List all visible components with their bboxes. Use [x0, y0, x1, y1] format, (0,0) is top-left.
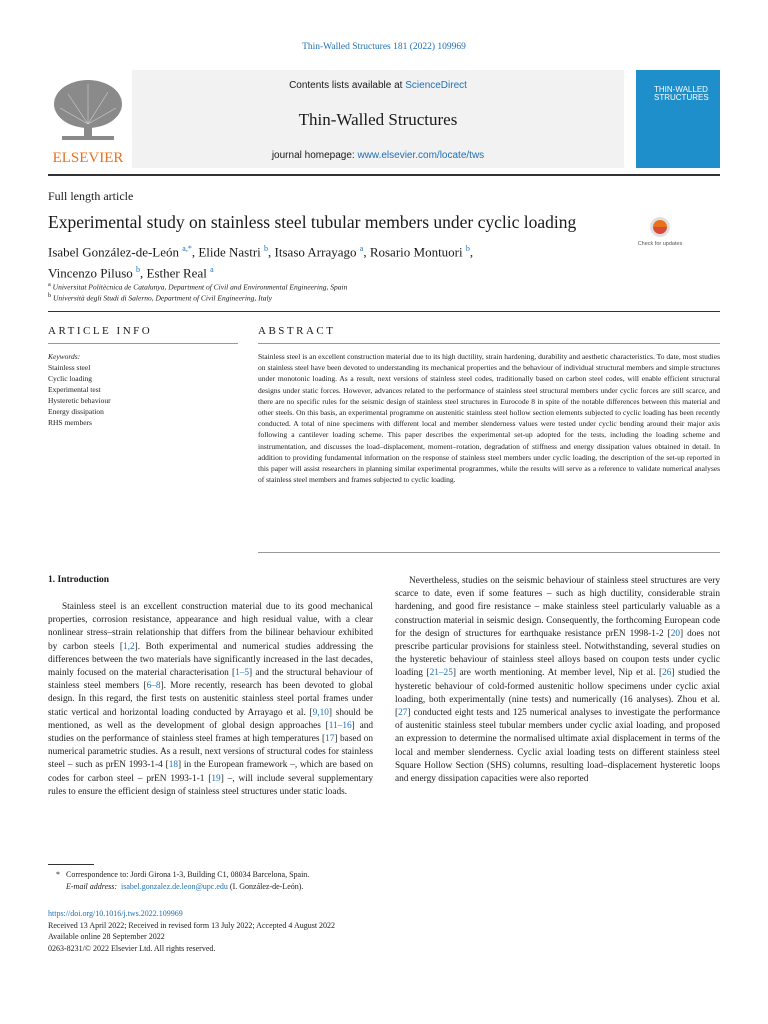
- author-name[interactable]: Esther Real: [146, 265, 207, 281]
- check-for-updates-icon[interactable]: [637, 214, 683, 254]
- journal-homepage-link[interactable]: www.elsevier.com/locate/tws: [357, 150, 485, 161]
- body-text: ] studied the hysteretic behaviour of cold-formed austenitic hollow specimens under cyclic axial loading, both experimentally (nine tests) and numerically (16 analyses). Zhou et al. [: [395, 668, 720, 719]
- body-text: ] and studies on the performance of stainless steel frames at high temperatures [: [48, 720, 373, 745]
- header-rule: [48, 174, 720, 176]
- citation-link[interactable]: 1–5: [235, 668, 250, 679]
- journal-citation[interactable]: Thin-Walled Structures 181 (2022) 109969: [302, 42, 466, 52]
- author-affil-mark[interactable]: a: [359, 244, 364, 253]
- email-suffix: (I. González-de-León).: [229, 882, 304, 891]
- footnote-mark: *: [56, 870, 60, 879]
- publication-info: [48, 908, 335, 954]
- citation-link[interactable]: 18: [168, 760, 179, 771]
- citation-link[interactable]: 9,10: [312, 707, 329, 718]
- keyword: Experimental test: [48, 385, 101, 394]
- author-affil-mark[interactable]: b: [264, 244, 269, 253]
- article-type: Full length article: [48, 189, 134, 203]
- keyword: RHS members: [48, 418, 92, 427]
- elsevier-wordmark: ELSEVIER: [52, 150, 124, 166]
- author-affil-mark[interactable]: b: [136, 265, 141, 275]
- body-paragraph-left: [48, 601, 373, 799]
- doi-link[interactable]: https://doi.org/10.1016/j.tws.2022.109969: [48, 909, 183, 918]
- available-online: Available online 28 September 2022: [48, 932, 165, 941]
- body-text: ] in the European framework –, which are based on codes for carbon steel – prEN 1993-1-1 [: [48, 760, 374, 784]
- article-info-rule: [48, 343, 238, 344]
- correspondence-address: Correspondence to: Jordi Girona 1-3, Building C1, 08034 Barcelona, Spain.: [66, 870, 310, 879]
- body-text: ]. Both experimental and numerical studies addressing the differences between the two materials have significantly increased in the last decades, mainly focused on the material characterisation [: [48, 641, 373, 679]
- citation-link[interactable]: 20: [670, 628, 681, 639]
- email-label: E-mail address:: [66, 882, 118, 891]
- copyright: 0263-8231/© 2022 Elsevier Ltd. All rights reserved.: [48, 943, 216, 953]
- abstract-body: Stainless steel is an excellent construction material due to its high ductility, strain hardening, durability and aesthetic characteristics. To date, most studies on stainless steel have been devoted to understanding its mechanical properties and the behaviour of individual structural members and simple structures under monotonic loading. As a result, next versions of stainless steel codes, traditionally based on carbon steel codes, will enable efficient structural designs under static forces. However, advances related to the performance of stainless steel structural members under cyclic forces are still scarce, and there are no specific rules for the seismic design of stainless steel structures in Eurocode 8 in spite of the notable differences between this material and other steels. On this basis, an experimental programme on austenitic stainless steel hollow section elements subjected to cyclic loading has been recently conducted. A total of nine specimens with different local and member slenderness values were tested under cyclic bending around their major axis following a cantilever loading scheme. This paper describes the experimental set-up adopted for the tests, including the loading scheme and instrumentation, and discusses the load–displacement, moment–rotation, degradation of stiffness and energy dissipation values obtained in detail. In addition to providing fundamental information on the response of stainless steel members under cyclic loading, the description of the set-up reported in this paper will assist researchers in planning similar experimental programmes, while the results will serve as a reference to validate numerical analyses of stainless steel members and frames subjected to cyclic loading.: [258, 352, 720, 485]
- affiliation-a: $^a$ Universitat Politècnica de Catalunya, Department of Civil and Environmental Engineering, Spain: [48, 281, 348, 292]
- email-link[interactable]: isabel.gonzalez.de.leon@upc.edu: [121, 882, 228, 891]
- citation-link[interactable]: 27: [398, 708, 408, 719]
- author-affil-mark[interactable]: a,*: [182, 244, 192, 253]
- author-name[interactable]: Isabel González-de-León: [48, 244, 180, 260]
- sciencedirect-link[interactable]: ScienceDirect: [405, 80, 467, 91]
- body-text: ] conducted eight tests and 125 numerical analyses to investigate the performance of austenitic stainless steel tubular members under cyclic axial loading, and proposed an expression to determine the normalised ultimate axial displacement in terms of the local and member slenderness. Cyclic axial loading tests on different stainless steel Square Hollow Section (SHS) columns, resulting load–displacement hysteretic loops and energy dissipation capacities were also reported: [395, 708, 720, 785]
- keyword: Stainless steel: [48, 363, 91, 372]
- body-text: ] –, will include several supplementary rules to ensure the efficient design of stainless steel structures under static loads.: [48, 773, 374, 797]
- citation-link[interactable]: 6–8: [146, 681, 161, 692]
- citation-link[interactable]: 21–25: [429, 668, 453, 679]
- affiliation-b: $^b$ Università degli Studi di Salerno, Department of Civil Engineering, Italy: [48, 292, 272, 303]
- body-text: ] should be mentioned, as well as the development of global design approaches [: [48, 707, 373, 731]
- keywords-list: [48, 351, 111, 428]
- body-text: ]. More recently, research has been devoted to global design. In this regard, the first tests on austenitic stainless steel portal frames under static vertical and horizontal loading conducted by Arrayago et al. [: [48, 681, 373, 718]
- body-text: ] are worth mentioning. At member level, Nip et al. [: [452, 668, 663, 679]
- body-text: ] and the structural behaviour of stainless steel members [: [48, 668, 374, 692]
- citation-link[interactable]: 1,2: [122, 641, 135, 652]
- author-affil-mark[interactable]: a: [210, 265, 214, 275]
- section-rule: [48, 311, 720, 312]
- author-name[interactable]: Rosario Montuori: [369, 244, 463, 260]
- citation-link[interactable]: 19: [211, 773, 221, 784]
- footnote-rule: [48, 864, 94, 865]
- author-name[interactable]: Vincenzo Piluso: [48, 265, 133, 281]
- abstract-rule: [258, 343, 720, 344]
- body-text: Stainless steel is an excellent construction material due to its good mechanical properties, corrosion resistance, appearance and high residual value, with a clear nonlinear stress–strain relationship that differs from the bilinear behaviour exhibited by carbon steels [: [48, 602, 373, 652]
- check-updates-label: Check for updates: [637, 241, 683, 247]
- body-text: Nevertheless, studies on the seismic behaviour of stainless steel structures are very scarce to date, even if some features – such as high ductility, considerable strain hardening, and good fire resistance – make stainless steel particularly valuable as a construction material in seismic design. Consequently, the forthcoming European code for the design of structures for earthquake resistance prEN 1998-1-2 [: [395, 576, 720, 639]
- journal-name: Thin-Walled Structures: [298, 110, 458, 129]
- homepage-line: journal homepage: www.elsevier.com/locate/tws: [271, 150, 485, 161]
- elsevier-tree-logo: [48, 74, 128, 166]
- received-dates: Received 13 April 2022; Received in revised form 13 July 2022; Accepted 4 August 2022: [48, 920, 336, 930]
- author-name[interactable]: Elide Nastri: [198, 244, 261, 260]
- body-text: ] based on numerical parametric studies. As a result, next versions of structural codes for stainless steel – such as prEN 1993-1-4 [: [48, 734, 373, 771]
- footnote: [56, 869, 309, 893]
- body-text: ] does not prescribe particular provisions for stainless steel. Notwithstanding, several studies on the hysteretic behaviour of stainless steel alloys based on coupon tests under cyclic loading [: [395, 628, 721, 679]
- citation-link[interactable]: 11–16: [328, 720, 352, 731]
- author-name[interactable]: Itsaso Arrayago: [274, 244, 357, 260]
- cover-title: THIN-WALLED STRUCTURES: [654, 85, 709, 102]
- contents-line: Contents lists available at ScienceDirect: [289, 80, 467, 91]
- introduction-heading: 1. Introduction: [48, 575, 110, 585]
- body-paragraph-right: [395, 575, 720, 786]
- author-list: Isabel González-de-León $^{a,*}$, Elide Nastri $^b$, Itsaso Arrayago $^a$, Rosario Montuori $^b$, Vincenzo Piluso $^b$, Esther Real $^a$: [48, 244, 474, 281]
- keywords-label: Keywords:: [48, 352, 81, 361]
- author-affil-mark[interactable]: b: [465, 244, 470, 253]
- citation-link[interactable]: 26: [662, 668, 672, 679]
- abstract-bottom-rule: [258, 552, 720, 553]
- keyword: Hysteretic behaviour: [48, 396, 111, 405]
- keyword: Energy dissipation: [48, 407, 104, 416]
- keyword: Cyclic loading: [48, 374, 92, 383]
- article-info-heading: ARTICLE INFO: [48, 325, 153, 337]
- abstract-heading: ABSTRACT: [258, 325, 336, 337]
- article-title: Experimental study on stainless steel tubular members under cyclic loading: [48, 212, 577, 232]
- citation-link[interactable]: 17: [325, 734, 335, 745]
